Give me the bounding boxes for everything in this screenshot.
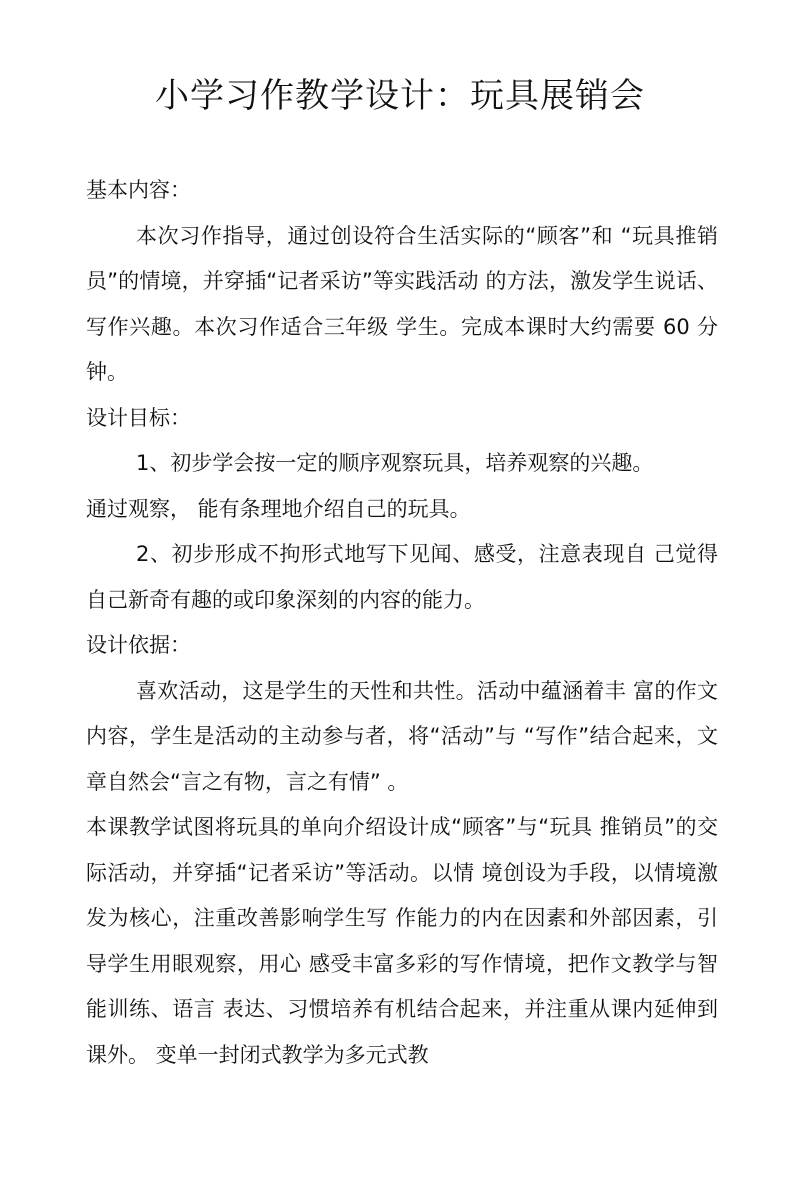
design-basis-paragraph-2: 本课教学试图将玩具的单向介绍设计成“顾客”与“玩具 推销员”的交际活动，并穿插“记者采访”等活动。以情 境创设为手段，以情境激发为核心，注重改善影响学生写 作能力的内在因素和外部因素，引导学生用眼观察，用心 感受丰富多彩的写作情境，把作文教学与智能训练、语言 表达、习惯培养有机结合起来，并注重从课内延伸到课外。 变单一封闭式教学为多元式教	[86, 815, 718, 1067]
design-basis-paragraph-1: 喜欢活动，这是学生的天性和共性。活动中蕴涵着丰 富的作文内容，学生是活动的主动参与者，将“活动”与 “写作”结合起来，文章自然会“言之有物，言之有情” 。	[86, 678, 718, 794]
design-goal-1: 1、初步学会按一定的顺序观察玩具，培养观察的兴趣。	[136, 451, 654, 475]
section-heading-basic-content: 基本内容：	[86, 178, 191, 202]
basic-content-paragraph: 本次习作指导，通过创设符合生活实际的“顾客”和 “玩具推销员”的情境，并穿插“记者采访”等实践活动 的方法，激发学生说话、写作兴趣。本次习作适合三年级 学生。完成本课时大约需要 60 分钟。	[86, 223, 718, 384]
design-goal-1-continued: 通过观察， 能有条理地介绍自己的玩具。	[86, 496, 471, 521]
design-goal-2: 2、初步形成不拘形式地写下见闻、感受，注意表现自 己觉得自己新奇有趣的或印象深刻的内容的能力。	[86, 542, 718, 612]
document-title: 小学习作教学设计：玩具展销会	[155, 76, 645, 116]
section-heading-design-goals: 设计目标：	[86, 405, 191, 430]
document-body	[86, 168, 718, 1078]
section-heading-design-basis: 设计依据：	[86, 633, 191, 657]
